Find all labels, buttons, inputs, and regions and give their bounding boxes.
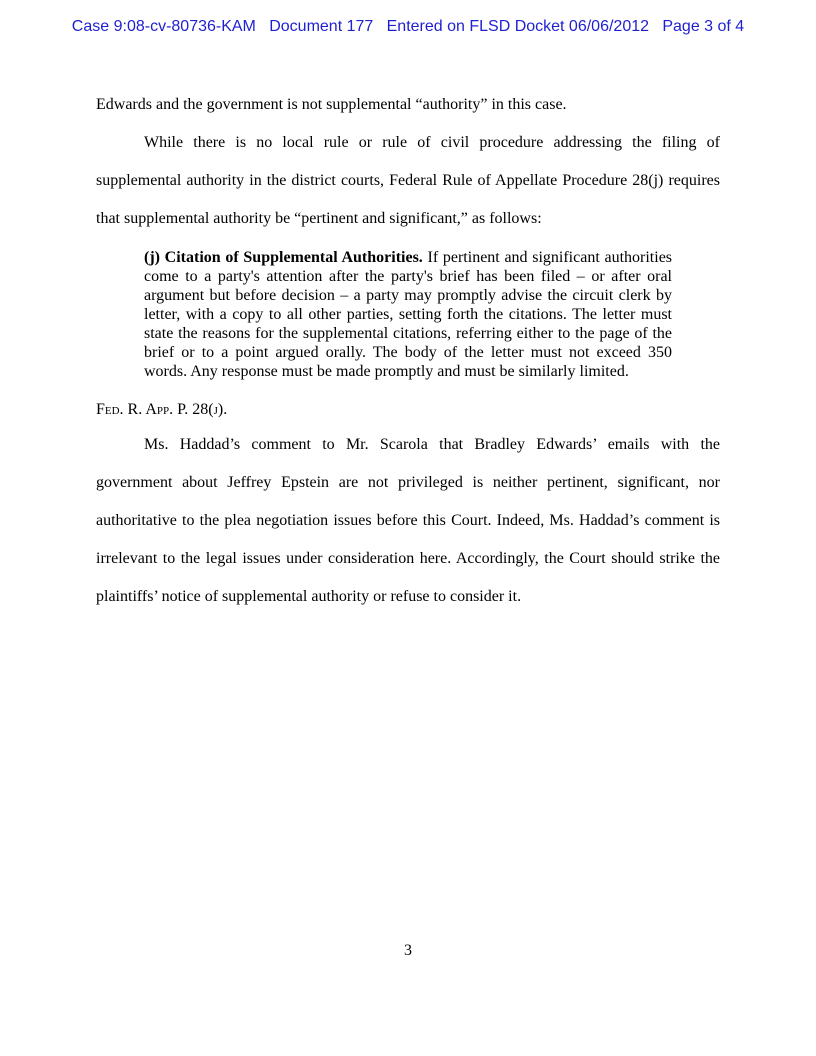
block-quote-frap-28j: [144, 248, 672, 381]
block-quote-heading: (j) Citation of Supplemental Authorities.: [144, 249, 423, 266]
paragraph-rule-intro: While there is no local rule or rule of civil procedure addressing the filing of supplemental authority in the district courts, Federal Rule of Appellate Procedure 28(j) requires that supplemental authority be “pertinent and significant,” as follows:: [96, 134, 720, 227]
block-quote-body: If pertinent and significant authorities come to a party's attention after the party's brief has been filed – or after oral argument but before decision – a party may promptly advise the circuit clerk by letter, with a copy to all other parties, setting forth the citations. The letter must state the reasons for the supplemental citations, referring either to the page of the brief or to a point argued orally. The body of the letter must not exceed 350 words. Any response must be made promptly and must be similarly limited.: [144, 249, 673, 380]
citation-text: Fed. R. App. P. 28(j).: [96, 401, 228, 418]
paragraph-continuation: Edwards and the government is not supplemental “authority” in this case.: [96, 96, 567, 113]
paragraph-argument: Ms. Haddad’s comment to Mr. Scarola that Bradley Edwards’ emails with the government about Jeffrey Epstein are not privileged is neither pertinent, significant, nor authoritative to the plea negotiation issues before this Court. Indeed, Ms. Haddad’s comment is irrelevant to the legal issues under consideration here. Accordingly, the Court should strike the plaintiffs’ notice of supplemental authority or refuse to consider it.: [96, 436, 720, 605]
docket-header: Case 9:08-cv-80736-KAM Document 177 Entered on FLSD Docket 06/06/2012 Page 3 of 4: [71, 18, 745, 35]
rule-citation: [96, 400, 227, 419]
page-number: 3: [404, 942, 412, 959]
